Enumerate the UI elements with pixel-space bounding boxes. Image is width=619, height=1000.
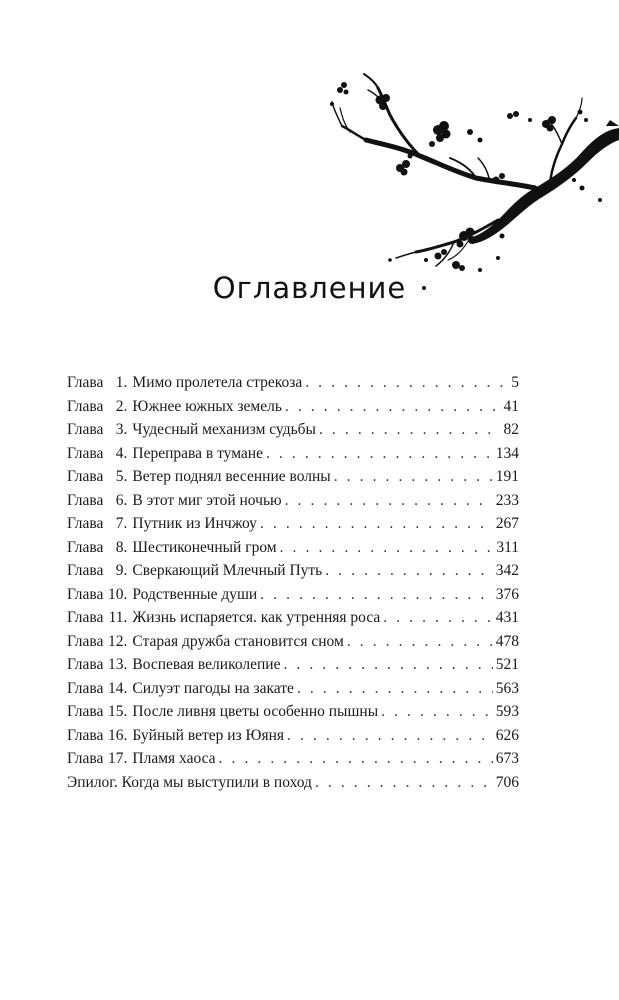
page-title: Оглавление	[212, 271, 407, 305]
plum-branch-illustration	[320, 60, 619, 300]
toc-entry-number: 6.	[115, 491, 128, 509]
toc-entry-title: Пламя хаоса	[132, 750, 216, 767]
toc-leader-dots	[383, 609, 492, 627]
toc-entry-title: Родственные души	[132, 585, 258, 603]
toc-entry-number: 13.	[108, 656, 128, 673]
toc-entry-page: 673	[495, 750, 519, 767]
toc-entry-prefix: Глава	[67, 750, 104, 767]
toc-entry-chapter-17[interactable]	[67, 750, 519, 774]
toc-entry-chapter-2[interactable]	[67, 398, 519, 422]
toc-leader-dots	[334, 468, 493, 486]
toc-entry-number: 15.	[108, 703, 128, 720]
toc-entry-number: 3.	[115, 421, 128, 438]
toc-entry-chapter-6[interactable]	[67, 492, 519, 516]
toc-entry-prefix: Глава	[67, 609, 104, 626]
toc-entry-page: 706	[495, 773, 519, 791]
toc-leader-dots	[325, 562, 493, 580]
toc-entry-page: 233	[495, 491, 519, 509]
toc-entry-title: Ветер поднял весенние волны	[132, 468, 331, 485]
toc-entry-title: Воспевая великолепие	[132, 656, 281, 673]
toc-entry-chapter-3[interactable]	[67, 421, 519, 445]
toc-entry-title: Путник из Инчжоу	[132, 515, 257, 532]
toc-leader-dots	[283, 656, 492, 674]
toc-entry-epilogue[interactable]	[67, 774, 519, 798]
toc-entry-title: В этот миг этой ночью	[132, 491, 282, 509]
toc-entry-prefix: Глава	[67, 374, 104, 391]
toc-entry-page: 342	[495, 562, 519, 579]
toc-entry-chapter-5[interactable]	[67, 468, 519, 492]
toc-entry-number: 9.	[115, 562, 128, 579]
toc-entry-page: 593	[495, 703, 519, 720]
toc-entry-prefix: Глава	[67, 632, 104, 650]
toc-entry-number: 1.	[115, 374, 128, 391]
toc-entry-number: 11.	[108, 609, 128, 626]
toc-leader-dots	[285, 398, 501, 416]
toc-entry-chapter-10[interactable]	[67, 586, 519, 610]
toc-entry-title: Старая дружба становится сном	[132, 632, 344, 650]
toc-entry-chapter-13[interactable]	[67, 656, 519, 680]
toc-entry-prefix: Глава	[67, 703, 104, 720]
toc-entry-page: 478	[495, 632, 519, 650]
toc-entry-chapter-8[interactable]	[67, 539, 519, 563]
toc-entry-title: Буйный ветер из Юяня	[132, 726, 285, 744]
toc-entry-number: 8.	[115, 538, 128, 556]
toc-entry-prefix: Глава	[67, 679, 104, 697]
toc-leader-dots	[266, 445, 493, 463]
toc-entry-page: 521	[495, 656, 519, 673]
toc-entry-prefix: Глава	[67, 468, 104, 485]
toc-entry-title: Силуэт пагоды на закате	[132, 679, 294, 697]
toc-entry-chapter-7[interactable]	[67, 515, 519, 539]
toc-entry-title: Шестиконечный гром	[132, 538, 277, 556]
toc-leader-dots	[280, 539, 494, 557]
toc-entry-prefix: Глава	[67, 538, 104, 556]
toc-entry-prefix: Глава	[67, 585, 104, 603]
toc-entry-page: 563	[495, 679, 519, 697]
toc-leader-dots	[319, 421, 501, 439]
toc-entry-title: После ливня цветы особенно пышны	[132, 703, 379, 720]
toc-entry-prefix: Глава	[67, 491, 104, 509]
toc-entry-title: Чудесный механизм судьбы	[132, 421, 316, 438]
toc-leader-dots	[297, 680, 493, 698]
toc-entry-page: 376	[495, 585, 519, 603]
toc-entry-number: 14.	[108, 679, 128, 697]
toc-entry-title: Жизнь испаряется. как утренняя роса	[132, 609, 381, 626]
toc-entry-number: 4.	[115, 444, 128, 462]
toc-entry-page: 191	[495, 468, 519, 485]
toc-entry-title: Сверкающий Млечный Путь	[132, 562, 323, 579]
table-of-contents	[67, 374, 519, 797]
toc-entry-number: 10.	[108, 585, 128, 603]
toc-entry-prefix: Глава	[67, 726, 104, 744]
toc-entry-page: 311	[496, 538, 519, 556]
toc-entry-page: 431	[495, 609, 519, 626]
toc-leader-dots	[260, 515, 493, 533]
toc-entry-page: 82	[503, 421, 519, 438]
toc-entry-number: 7.	[115, 515, 128, 532]
toc-entry-chapter-11[interactable]	[67, 609, 519, 633]
toc-leader-dots	[260, 586, 493, 604]
toc-entry-page: 267	[495, 515, 519, 532]
toc-entry-title: Мимо пролетела стрекоза	[132, 374, 303, 391]
toc-entry-title: Эпилог. Когда мы выступили в поход	[67, 773, 312, 791]
toc-entry-chapter-16[interactable]	[67, 727, 519, 751]
toc-leader-dots	[219, 750, 493, 768]
toc-leader-dots	[381, 703, 493, 721]
toc-entry-page: 41	[503, 397, 519, 415]
toc-entry-prefix: Глава	[67, 562, 104, 579]
toc-entry-title: Переправа в тумане	[132, 444, 263, 462]
toc-entry-page: 626	[495, 726, 519, 744]
toc-entry-number: 12.	[108, 632, 128, 650]
toc-entry-title: Южнее южных земель	[132, 397, 282, 415]
toc-entry-number: 5.	[115, 468, 128, 485]
toc-entry-number: 2.	[115, 397, 128, 415]
toc-entry-chapter-9[interactable]	[67, 562, 519, 586]
toc-entry-chapter-12[interactable]	[67, 633, 519, 657]
toc-entry-prefix: Глава	[67, 397, 104, 415]
toc-entry-page: 5	[511, 374, 519, 391]
toc-entry-chapter-1[interactable]	[67, 374, 519, 398]
toc-leader-dots	[347, 633, 493, 651]
toc-entry-chapter-15[interactable]	[67, 703, 519, 727]
toc-entry-chapter-4[interactable]	[67, 445, 519, 469]
toc-leader-dots	[305, 374, 508, 392]
toc-leader-dots	[287, 727, 493, 745]
toc-entry-chapter-14[interactable]	[67, 680, 519, 704]
toc-entry-number: 16.	[108, 726, 128, 744]
toc-entry-number: 17.	[108, 750, 128, 767]
toc-entry-prefix: Глава	[67, 444, 104, 462]
toc-entry-prefix: Глава	[67, 421, 104, 438]
toc-entry-page: 134	[495, 444, 519, 462]
toc-leader-dots	[285, 492, 493, 510]
toc-leader-dots	[315, 774, 493, 792]
toc-entry-prefix: Глава	[67, 656, 104, 673]
toc-entry-prefix: Глава	[67, 515, 104, 532]
